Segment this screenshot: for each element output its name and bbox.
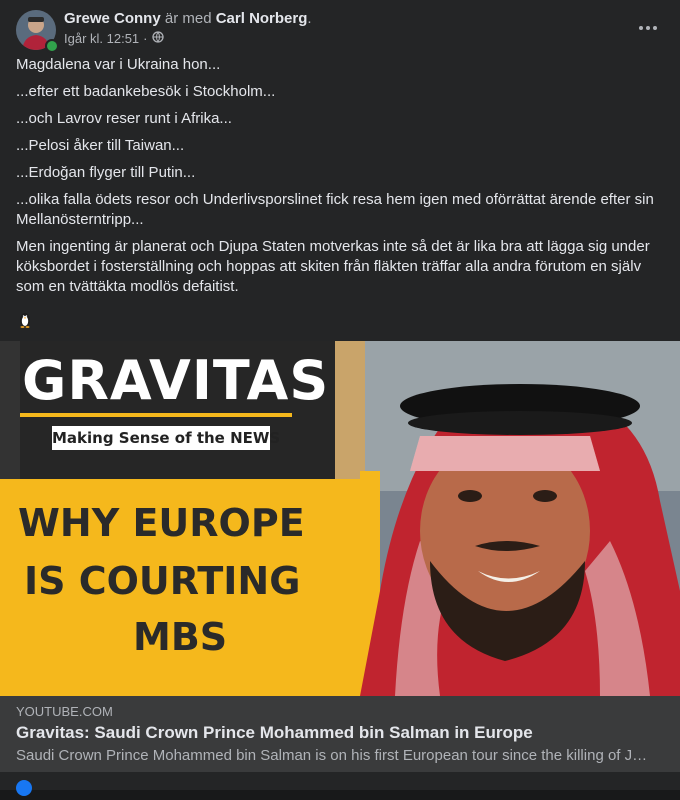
gravitas-tagline: Making Sense of the NEWS bbox=[52, 429, 281, 447]
post-paragraph: ...och Lavrov reser runt i Afrika... bbox=[16, 110, 232, 127]
post-paragraph: Magdalena var i Ukraina hon... bbox=[16, 56, 221, 73]
post-meta bbox=[64, 31, 164, 46]
online-status-dot bbox=[45, 39, 59, 53]
more-options-button[interactable] bbox=[632, 12, 664, 44]
post-paragraph: ...olika falla ödets resor och Underlivsporslinet fick resa hem igen med oförrättat ärende efter sin Mellanösterntripp... bbox=[16, 191, 654, 228]
link-thumbnail[interactable] bbox=[0, 341, 680, 696]
link-title[interactable]: Gravitas: Saudi Crown Prince Mohammed bin Salman in Europe bbox=[16, 723, 533, 742]
with-text: är med bbox=[164, 10, 212, 27]
author-line bbox=[64, 10, 312, 28]
headline-line-1: WHY EUROPE bbox=[18, 501, 305, 545]
post-header bbox=[16, 10, 664, 52]
more-dots-icon bbox=[638, 25, 658, 31]
tagged-name[interactable]: Carl Norberg bbox=[215, 10, 308, 27]
link-preview-info[interactable] bbox=[0, 696, 680, 772]
post-timestamp[interactable]: Igår kl. 12:51 bbox=[64, 31, 140, 46]
penguin-icon bbox=[16, 310, 34, 328]
author-name[interactable]: Grewe Conny bbox=[64, 10, 161, 27]
post-paragraph: Men ingenting är planerat och Djupa Staten motverkas inte så det är lika bra att lägga sig under köksbordet i fosterställning och hoppas att skiten från fläkten träffar alla andra förutom en själv som en tvättäkta modlös defaitist. bbox=[16, 238, 650, 295]
link-domain: YOUTUBE.COM bbox=[16, 704, 113, 719]
globe-icon bbox=[152, 31, 164, 46]
post-paragraph: ...Erdoğan flyger till Putin... bbox=[16, 164, 196, 181]
reactions-row bbox=[16, 780, 32, 800]
link-description: Saudi Crown Prince Mohammed bin Salman is on his first European tour since the killing of J… bbox=[16, 747, 648, 764]
gravitas-brand: GRAVITAS bbox=[22, 349, 330, 412]
like-reaction-icon bbox=[16, 780, 32, 796]
post-paragraph: ...efter ett badankebesök i Stockholm... bbox=[16, 83, 276, 100]
tagged-suffix: . bbox=[307, 10, 312, 27]
headline-line-3: MBS bbox=[133, 615, 228, 659]
post-paragraph: ...Pelosi åker till Taiwan... bbox=[16, 137, 185, 154]
headline-line-2: IS COURTING bbox=[24, 559, 301, 603]
post-body bbox=[16, 55, 664, 304]
meta-separator: · bbox=[143, 31, 148, 46]
